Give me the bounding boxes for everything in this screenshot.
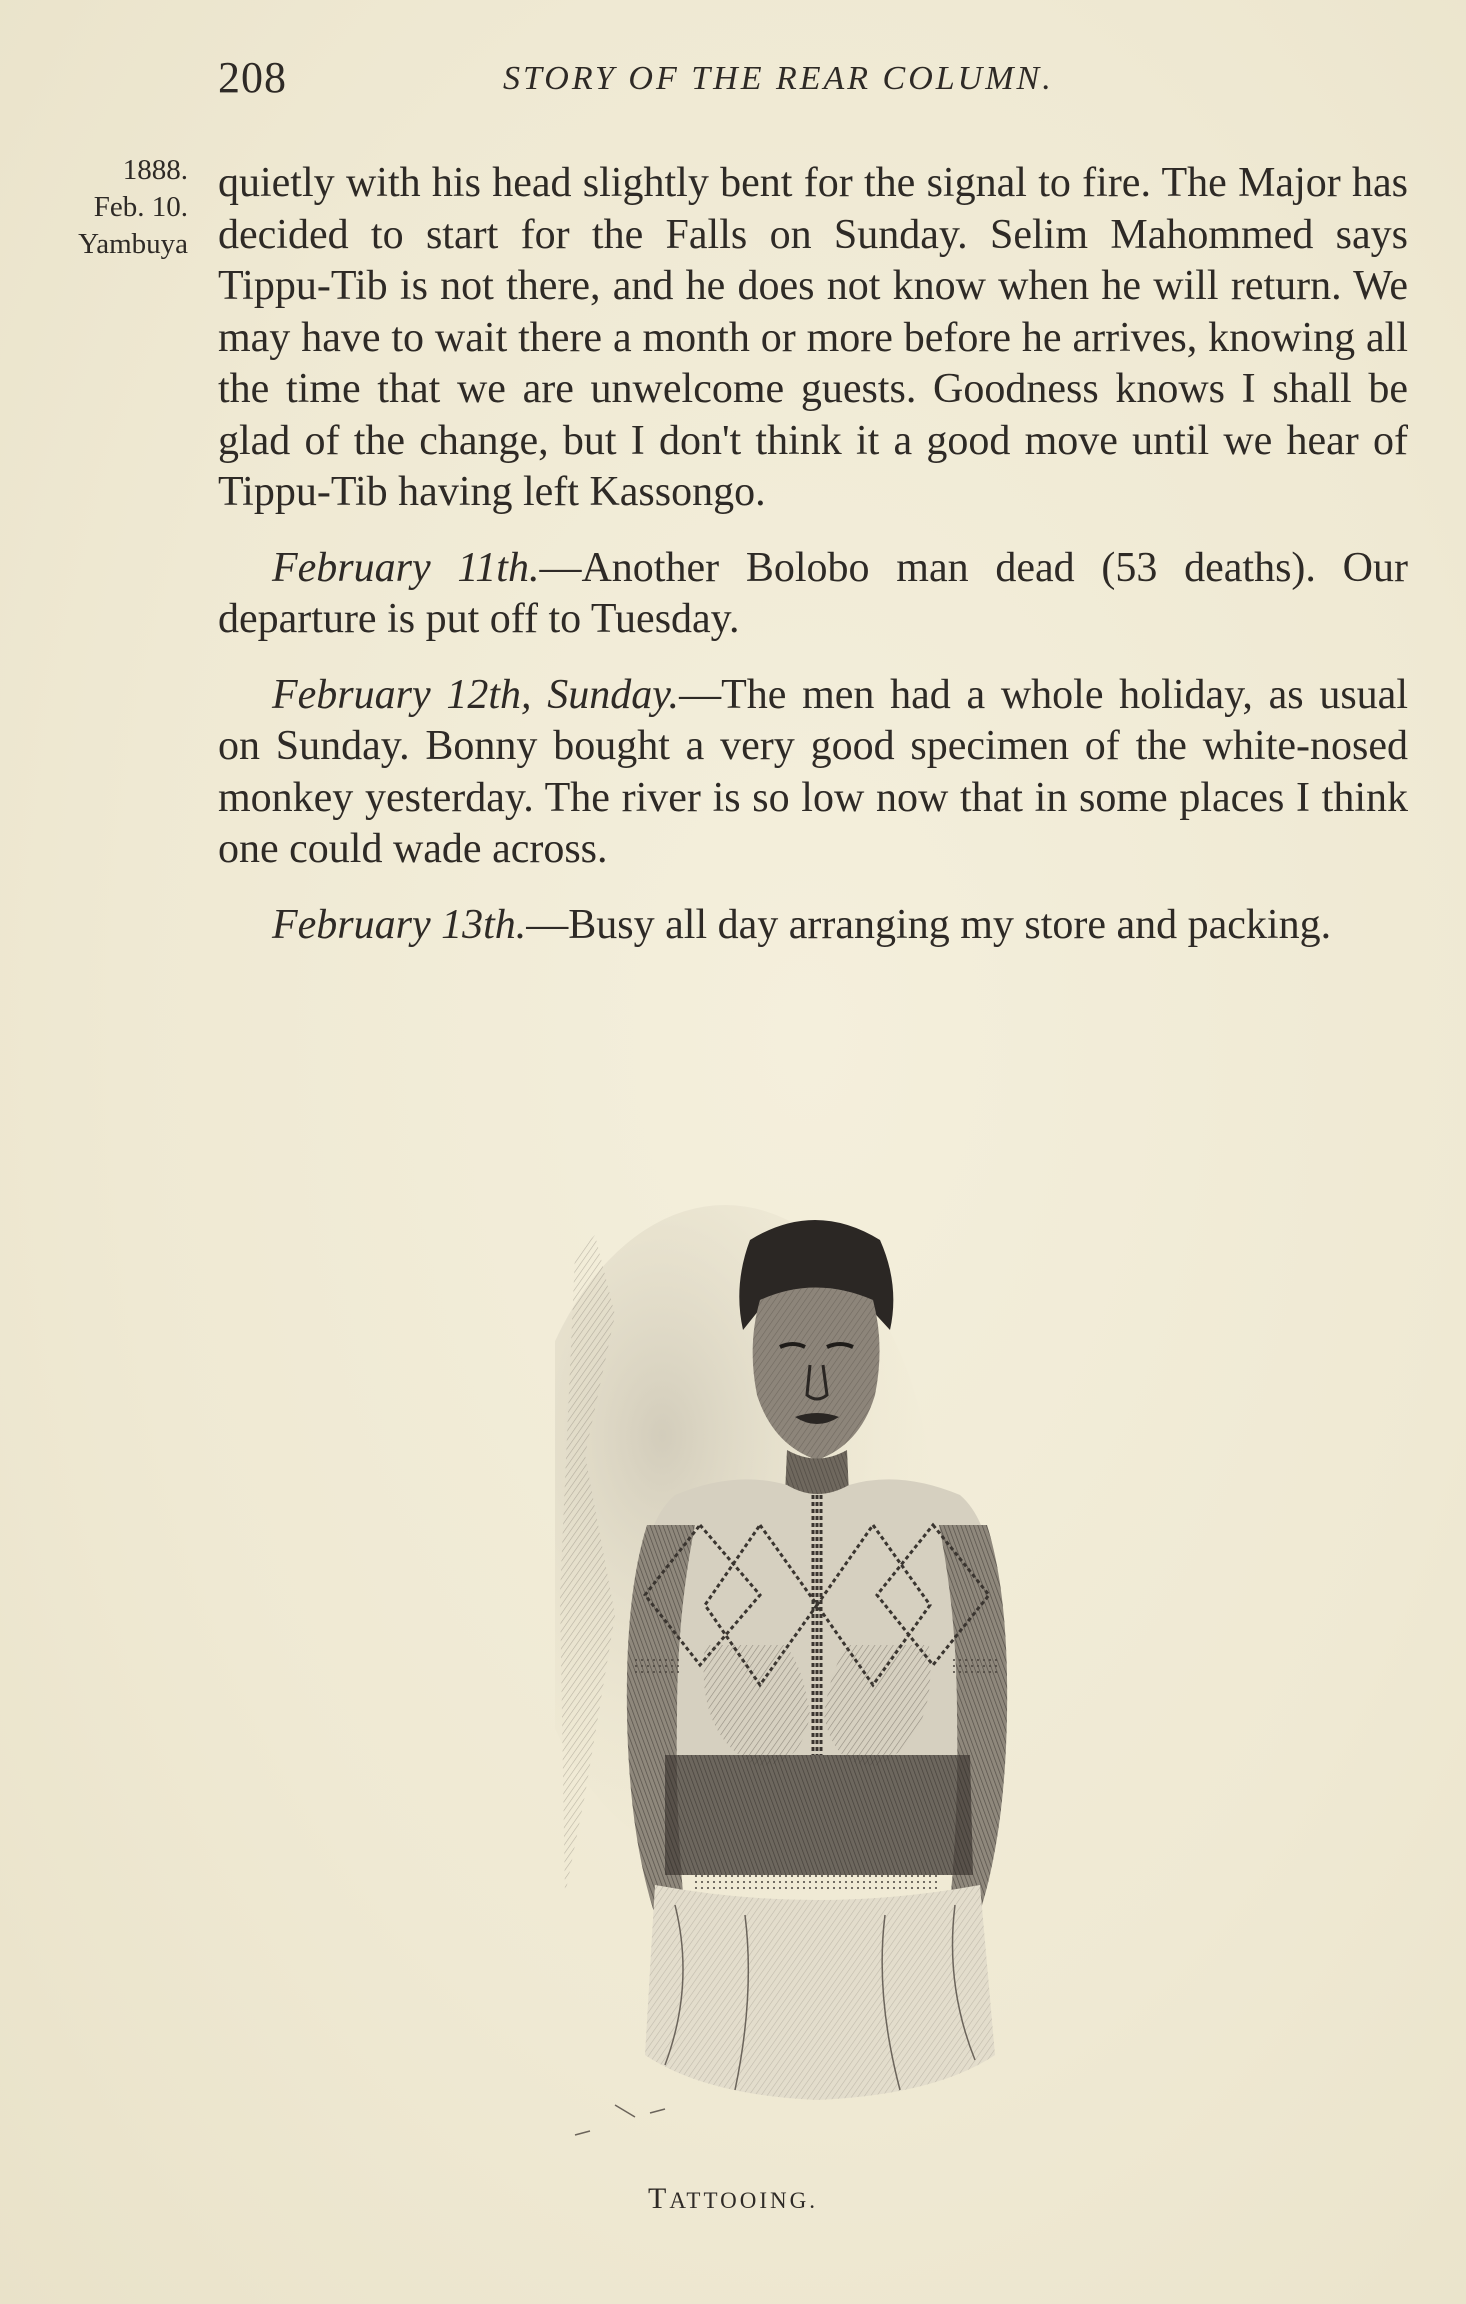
entry-date: February 12th, Sunday. <box>272 671 680 718</box>
engraving-illustration <box>555 1195 1075 2175</box>
caption-text: ATTOOING. <box>669 2188 818 2213</box>
body-text <box>218 158 1408 951</box>
margin-note <box>28 152 188 263</box>
entry-text: —The men had a whole holiday, as usual on Sunday. Bonny bought a very good specimen of the white-nosed monkey yesterday. The river is so low now that in some places I think one could wade across. <box>218 671 1408 872</box>
diary-entry-feb-13 <box>218 900 1408 952</box>
diary-entry-feb-12 <box>218 670 1408 876</box>
diary-entry-feb-11 <box>218 543 1408 646</box>
figure-caption <box>0 2182 1466 2216</box>
page-header <box>218 52 1408 108</box>
entry-date: February 11th. <box>272 544 540 591</box>
paragraph-text: quietly with his head slightly bent for the signal to fire. The Major has decided to start for the Falls on Sunday. Selim Mahommed says Tippu-Tib is not there, and he does not know when he will return. We may have to wait there a month or more before he arrives, knowing all the time that we are unwelcome guests. Goodness knows I shall be glad of the change, but I don't think it a good move until we hear of Tippu-Tib having left Kassongo. <box>218 160 1408 515</box>
entry-date: February 13th. <box>272 901 527 948</box>
caption-initial: T <box>648 2182 670 2215</box>
margin-note-date: Feb. 10. <box>93 191 188 223</box>
running-head: STORY OF THE REAR COLUMN. <box>503 60 1054 97</box>
margin-note-place: Yambuya <box>78 228 188 260</box>
tattooed-figure-engraving <box>555 1195 1075 2175</box>
entry-text: —Another Bolobo man dead (53 deaths). Our departure is put off to Tuesday. <box>218 544 1408 642</box>
margin-note-year: 1888. <box>122 154 188 186</box>
entry-text: —Busy all day arranging my store and packing. <box>526 901 1332 948</box>
paragraph-continued <box>218 158 1408 519</box>
page-number: 208 <box>218 53 287 102</box>
